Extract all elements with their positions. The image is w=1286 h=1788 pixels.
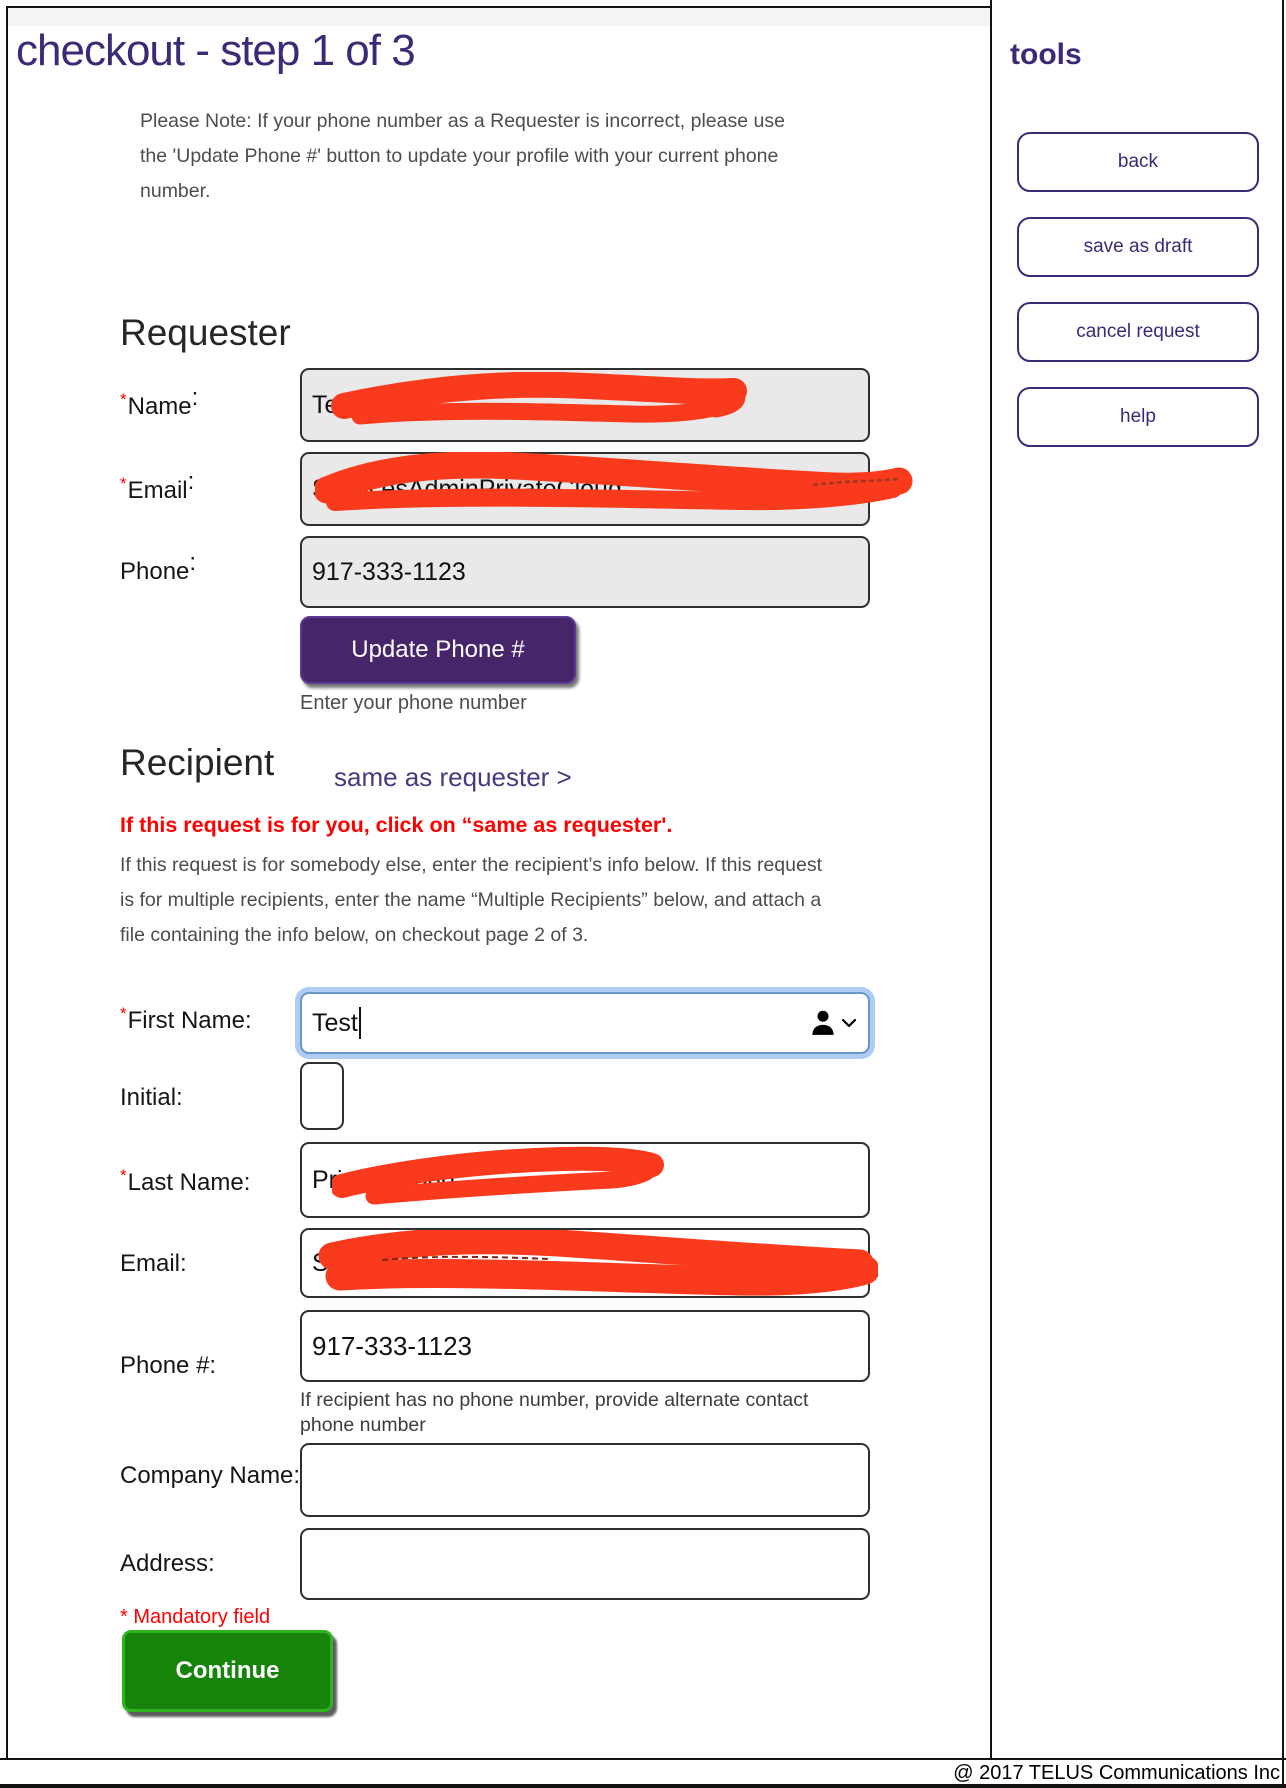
text-caret (359, 1007, 361, 1039)
continue-button[interactable]: Continue (122, 1630, 333, 1712)
label-colon: : (244, 1007, 252, 1034)
copyright-text: @ 2017 TELUS Communications Inc (953, 1762, 1280, 1784)
required-asterisk: * (120, 390, 127, 409)
recipient-phone-hint (300, 1388, 840, 1438)
footer-top-border (0, 1758, 1286, 1760)
recipient-phone-input[interactable] (300, 1310, 870, 1382)
instruction-line: file containing the info below, on checkout page 2 of 3. (120, 924, 589, 946)
label-colon: : (209, 1352, 217, 1379)
phone-hint-line: phone number (300, 1414, 426, 1436)
recipient-instructions (120, 848, 822, 953)
last-name-label: *Last Name: (120, 1166, 251, 1196)
same-as-requester-link[interactable]: same as requester > (334, 762, 572, 792)
recipient-phone-label: Phone #: (120, 1352, 217, 1379)
requester-heading: Requester (120, 312, 291, 353)
label-colon: : (191, 383, 199, 411)
chevron-down-icon (842, 1018, 856, 1028)
label-colon: : (189, 548, 197, 576)
label-colon: : (243, 1169, 251, 1196)
instruction-line: is for multiple recipients, enter the name “Multiple Recipients” below, and attach a (120, 889, 822, 911)
recipient-warning-text: If this request is for you, click on “same as requester'. (120, 813, 673, 837)
company-name-label: Company Name: (120, 1462, 301, 1489)
update-phone-hint: Enter your phone number (300, 692, 527, 714)
last-name-value: PrivateCloud (312, 1165, 456, 1194)
page-right-border (1282, 0, 1284, 1788)
label-colon: : (176, 1084, 183, 1111)
main-left-border (6, 6, 8, 1760)
recipient-email-value: S (312, 1248, 329, 1277)
recipient-email-input[interactable] (300, 1228, 870, 1298)
required-asterisk: * (120, 1166, 127, 1185)
note-line: number. (140, 180, 211, 202)
label-colon: : (293, 1462, 301, 1489)
top-gray-strip (8, 8, 990, 26)
please-note-text (140, 104, 785, 209)
label-colon: : (180, 1250, 187, 1277)
requester-phone-label: Phone: (120, 548, 197, 585)
recipient-heading: Recipient (120, 742, 275, 783)
page-title: checkout - step 1 of 3 (16, 26, 415, 75)
initial-label: Initial: (120, 1084, 183, 1111)
address-input[interactable] (300, 1528, 870, 1600)
requester-email-label: *Email: (120, 467, 195, 504)
tools-heading: tools (1010, 38, 1082, 71)
label-colon: : (187, 467, 195, 495)
tools-divider (990, 0, 992, 1760)
requester-email-value-fragment: qa.c (797, 478, 843, 505)
contact-picker-toggle[interactable] (808, 1008, 856, 1038)
label-colon: : (208, 1550, 215, 1577)
requester-phone-input[interactable] (300, 536, 870, 608)
requester-name-field (300, 368, 870, 442)
update-phone-button[interactable]: Update Phone # (300, 616, 576, 684)
main-top-border (6, 6, 992, 8)
requester-name-label: *Name: (120, 383, 199, 420)
cancel-request-button[interactable]: cancel request (1017, 302, 1259, 362)
initial-input[interactable] (300, 1062, 344, 1130)
recipient-email-label: Email: (120, 1250, 187, 1277)
required-asterisk: * (120, 474, 127, 493)
requester-email-field (300, 452, 870, 526)
back-button[interactable]: back (1017, 132, 1259, 192)
first-name-value: Test (312, 1008, 358, 1037)
help-button[interactable]: help (1017, 387, 1259, 447)
company-name-input[interactable] (300, 1443, 870, 1517)
note-line: the 'Update Phone #' button to update your profile with your current phone (140, 145, 779, 167)
address-label: Address: (120, 1550, 215, 1577)
mandatory-field-note: * Mandatory field (120, 1606, 271, 1628)
requester-email-value: ServicesAdminPrivateCloud (312, 474, 622, 503)
save-as-draft-button[interactable]: save as draft (1017, 217, 1259, 277)
requester-name-value: Test P (312, 390, 382, 419)
note-line: Please Note: If your phone number as a Requester is incorrect, please use (140, 110, 785, 132)
person-icon (808, 1008, 838, 1038)
required-asterisk: * (120, 1004, 127, 1023)
instruction-line: If this request is for somebody else, enter the recipient’s info below. If this request (120, 854, 823, 876)
phone-hint-line: If recipient has no phone number, provide alternate contact (300, 1389, 809, 1411)
last-name-input[interactable] (300, 1142, 870, 1218)
first-name-label: *First Name: (120, 1004, 252, 1034)
first-name-input[interactable] (300, 992, 870, 1054)
